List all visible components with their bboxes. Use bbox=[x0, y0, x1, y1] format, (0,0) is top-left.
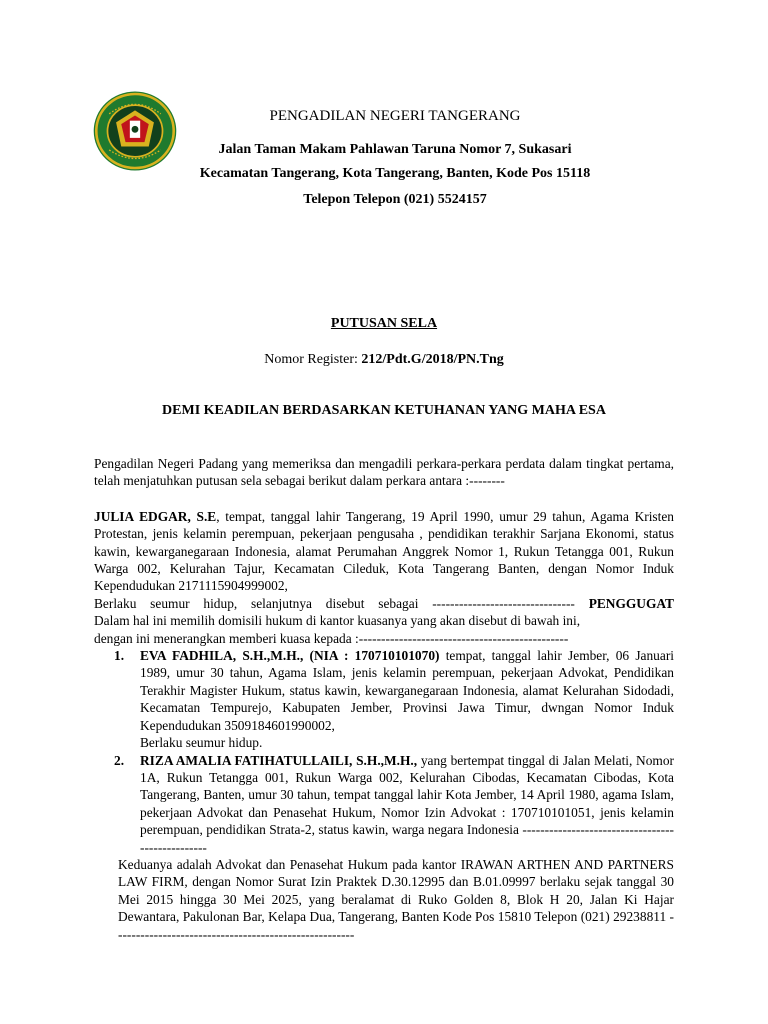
attorney-tail: Berlaku seumur hidup. bbox=[140, 735, 263, 751]
attorney-details: tempat, tanggal lahir Jember, 06 Januari 1989, umur 30 tahun, Agama Islam, jenis kelamin perempuan, pekerjaan Advokat, Pendidikan Terakhir Magister Hukum, status kawin, kewarganegaraan Indonesia, alamat Kelurahan Sidodadi, Kecamatan Tempurejo, Kabupaten Jember, Provinsi Jawa Timur, dwngan Nomor Induk Kependudukan 3509184601990002, bbox=[140, 648, 674, 733]
register-label: Nomor Register: bbox=[264, 352, 362, 367]
register-number bbox=[0, 352, 768, 368]
intro-paragraph: Pengadilan Negeri Padang yang memeriksa dan mengadili perkara-perkara perdata dalam tingkat pertama, telah menjatuhkan putusan sela sebagai berikut dalam perkara antara :-------- bbox=[94, 456, 674, 489]
address-line-1: Jalan Taman Makam Pahlawan Taruna Nomor 7, Sukasari bbox=[218, 142, 572, 157]
attorney-details: yang bertempat tinggal di Jalan Melati, Nomor 1A, Rukun Tetangga 001, Rukun Warga 002, Kelurahan Cibodas, Kecamatan Cibodas, Kota Tangerang, Banten, umur 30 tahun, tempat tanggal lahir Kota Jember, 14 April 1980, agama Islam, pekerjaan Advokat dan Penasehat Hukum, Nomor Izin Advokat : 170710101051, jenis kelamin perempuan, pendidikan Strata-2, status kawin, warga negara Indonesia ------------------------------------------------- bbox=[140, 752, 674, 855]
address-line-2: Kecamatan Tangerang, Kota Tangerang, Banten, Kode Pos 15118 bbox=[199, 166, 591, 181]
domicile-line: Dalam hal ini memilih domisili hukum di kantor kuasanya yang akan disebut di bawah ini, bbox=[94, 613, 581, 629]
court-name: PENGADILAN NEGERI TANGERANG bbox=[269, 108, 521, 124]
plaintiff-name: JULIA EDGAR, S.E bbox=[94, 508, 217, 524]
list-item bbox=[94, 752, 674, 856]
preamble: DEMI KEADILAN BERDASARKAN KETUHANAN YANG MAHA ESA bbox=[162, 403, 606, 418]
attorney-name: RIZA AMALIA FATIHATULLAILI, S.H.,M.H., bbox=[140, 752, 418, 768]
list-item bbox=[94, 647, 674, 751]
plaintiff-details: , tempat, tanggal lahir Tangerang, 19 April 1990, umur 29 tahun, Agama Kristen Protestan, jenis kelamin perempuan, pekerjaan pengusaha , pendidikan terakhir Sarjana Ekonomi, status kawin, kewarganegaraan Indonesia, alamat Perumahan Anggrek Nomor 1, Rukun Tetangga 001, Rukun Warga 002, Kelurahan Tajur, Kecamatan Cileduk, Kota Tangerang Banten, dengan Nomor Induk Kependudukan 2171115904999002, bbox=[94, 508, 674, 594]
document-body bbox=[94, 455, 674, 943]
plaintiff-tail: Berlaku seumur hidup, selanjutnya disebut sebagai -------------------------------- bbox=[94, 595, 589, 611]
document-title: PUTUSAN SELA bbox=[330, 316, 438, 331]
power-line: dengan ini menerangkan memberi kuasa kepada :----------------------------------------------- bbox=[94, 630, 569, 646]
register-value: 212/Pdt.G/2018/PN.Tng bbox=[361, 352, 504, 367]
plaintiff-paragraph bbox=[94, 508, 674, 595]
plaintiff-role: PENGGUGAT bbox=[588, 595, 674, 611]
plaintiff-role-line bbox=[94, 595, 674, 612]
attorney-number: 1. bbox=[114, 648, 125, 664]
attorney-name: EVA FADHILA, S.H.,M.H., (NIA : 170710101070) bbox=[140, 648, 440, 664]
attorney-list bbox=[94, 647, 674, 856]
closing-paragraph: Keduanya adalah Advokat dan Penasehat Hukum pada kantor IRAWAN ARTHEN AND PARTNERS LAW FIRM, dengan Nomor Surat Izin Praktek D.30.12995 dan B.01.09997 berlaku sejak tanggal 30 Mei 2015 hingga 30 Mei 2025, yang beralamat di Ruko Golden 8, Blok H 20, Jalan Ki Hajar Dewantara, Pakulonan Bar, Kelapa Dua, Tangerang, Banten Kode Pos 15810 Telepon (021) 29238811 ------------------------------------------------------ bbox=[118, 856, 674, 942]
address-line-3: Telepon Telepon (021) 5524157 bbox=[303, 192, 487, 207]
attorney-number: 2. bbox=[114, 752, 125, 768]
court-emblem-icon bbox=[92, 88, 178, 174]
